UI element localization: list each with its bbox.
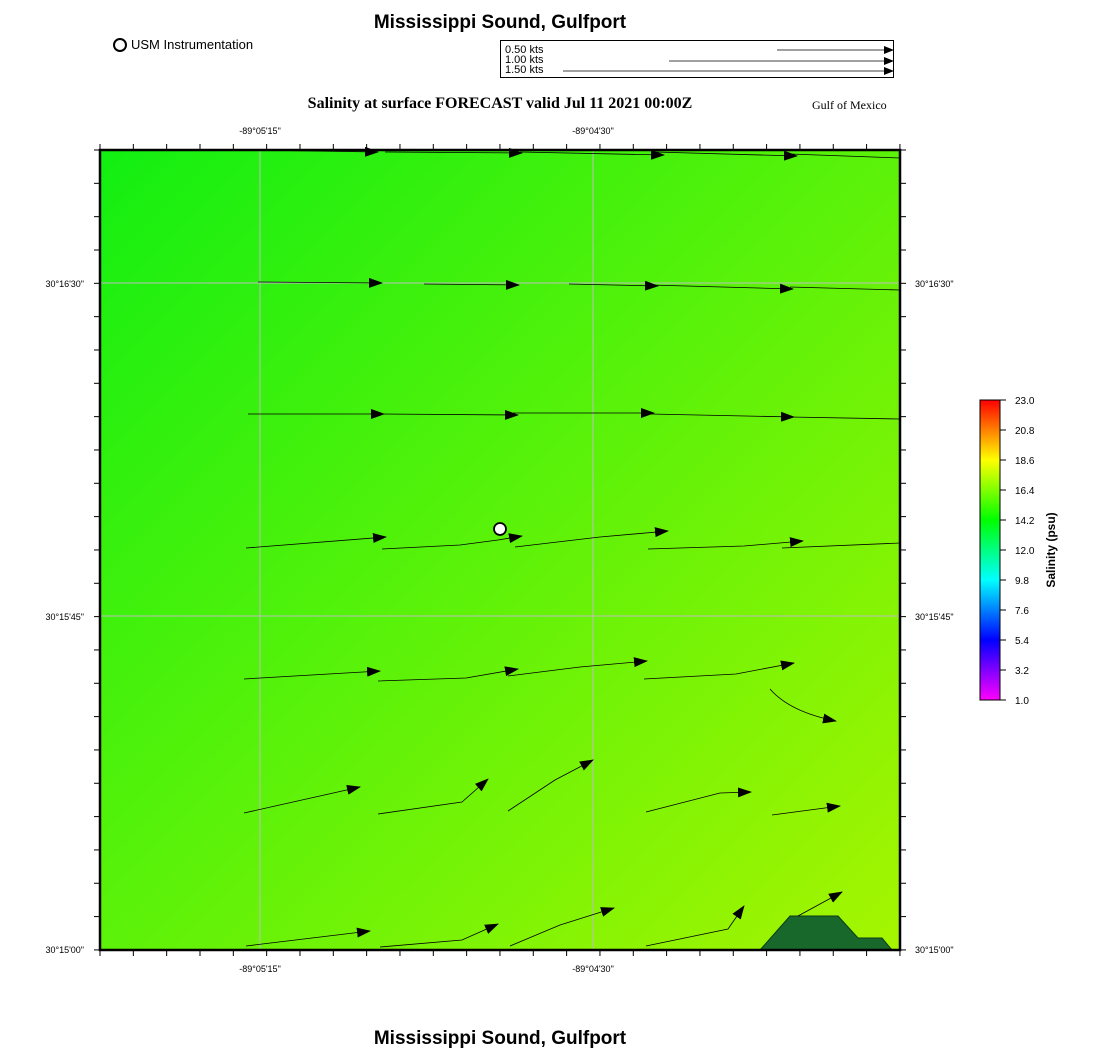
lat-label-left-2: 30°15'45" [45,612,84,622]
page-title: Mississippi Sound, Gulfport [373,12,627,33]
colorbar-label-1: 20.8 [1015,426,1035,437]
salinity-field [100,150,900,950]
lon-label-bottom-2: -89°04'30" [572,964,614,974]
colorbar-title: Salinity (psu) [1044,512,1058,588]
colorbar-label-8: 5.4 [1015,636,1029,647]
lon-label-top-1: -89°05'15" [239,126,281,136]
lat-label-left-3: 30°15'00" [45,945,84,955]
colorbar-label-7: 7.6 [1015,606,1029,617]
colorbar-label-2: 18.6 [1015,456,1035,467]
colorbar-ticks [1000,400,1006,700]
lat-label-right-3: 30°15'00" [915,945,954,955]
colorbar-label-4: 14.2 [1015,516,1035,527]
speed-label-1: 1.00 kts [505,54,544,66]
lat-label-right-2: 30°15'45" [915,612,954,622]
station-legend-label: USM Instrumentation [131,37,254,52]
colorbar-label-0: 23.0 [1015,396,1035,407]
colorbar-label-6: 9.8 [1015,576,1029,587]
colorbar [980,400,1000,700]
colorbar-label-10: 1.0 [1015,696,1029,707]
colorbar-label-3: 16.4 [1015,486,1035,497]
speed-label-2: 1.50 kts [505,64,544,76]
lon-label-top-2: -89°04'30" [572,126,614,136]
footer-title: Mississippi Sound, Gulfport [373,1028,627,1049]
colorbar-label-5: 12.0 [1015,546,1035,557]
lat-label-left-1: 30°16'30" [45,279,84,289]
station-marker-icon[interactable] [494,523,506,535]
lon-label-bottom-1: -89°05'15" [239,964,281,974]
map-subtitle: Salinity at surface FORECAST valid Jul 11 2021 00:00Z [307,95,693,112]
lat-label-right-1: 30°16'30" [915,279,954,289]
speed-label-0: 0.50 kts [505,44,544,56]
colorbar-label-9: 3.2 [1015,666,1029,677]
region-label: Gulf of Mexico [812,98,887,112]
